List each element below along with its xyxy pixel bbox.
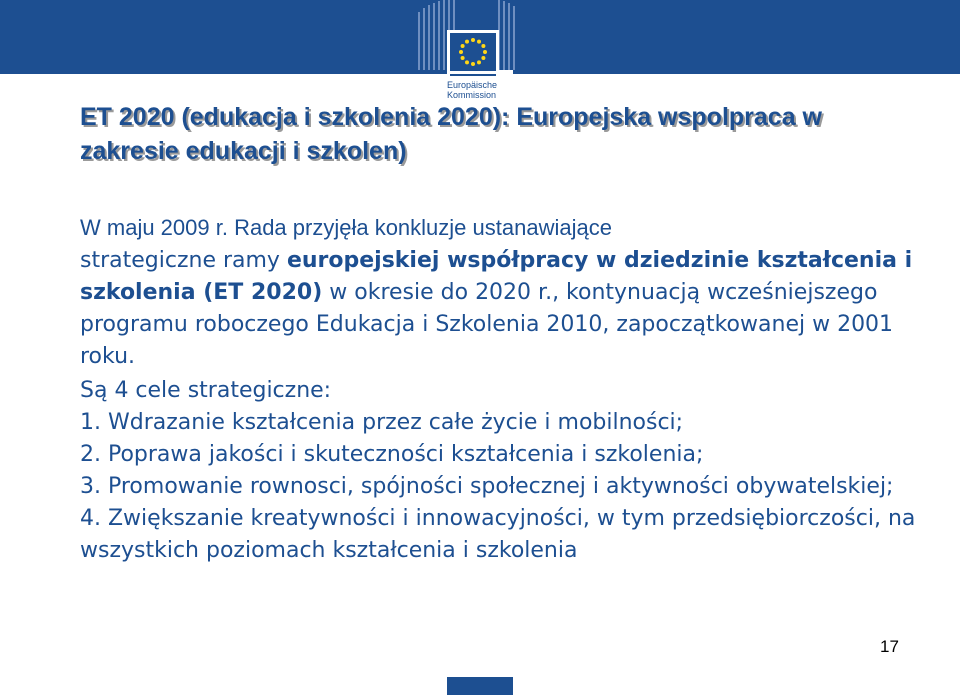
goals-heading: Są 4 cele strategiczne: [80,378,332,403]
logo-caption [447,80,517,100]
slide-title: ET 2020 (edukacja i szkolenia 2020): Europejska wspolpraca w zakresie edukacji i szkolen) [80,103,822,165]
logo-line-2: Kommission [447,90,497,100]
goal-item-3: 3. Promowanie rownosci, spójności społecznej i aktywności obywatelskiej; [80,474,894,499]
goal-item-2: 2. Poprawa jakości i skuteczności kształcenia i szkolenia; [80,442,704,467]
bottom-accent-strip [447,677,513,695]
slide-body [80,212,940,567]
intro-lead: W maju 2009 r. Rada przyjęła konkluzje ustanawiające [80,215,612,240]
logo-line-1: Europäische [447,80,498,90]
intro-paragraph [80,212,940,373]
goal-item-1: 1. Wdrazanie kształcenia przez całe życie i mobilności; [80,410,684,435]
intro-part-1: strategiczne ramy [80,248,287,273]
intro-part-2: w okresie do 2020 r., kontynuacją wcześniejszego programu roboczego Edukacja i Szkolenia 2010, zapoczątkowanej w 2001 roku. [80,280,894,369]
intro-bold: europejskiej współpracy w dziedzinie kształcenia i szkolenia (ET 2020) [80,248,913,305]
page-number: 17 [880,637,899,656]
goal-item-4: 4. Zwiększanie kreatywności i innowacyjności, w tym przedsiębiorczości, na wszystkich poziomach kształcenia i szkolenia [80,506,916,563]
